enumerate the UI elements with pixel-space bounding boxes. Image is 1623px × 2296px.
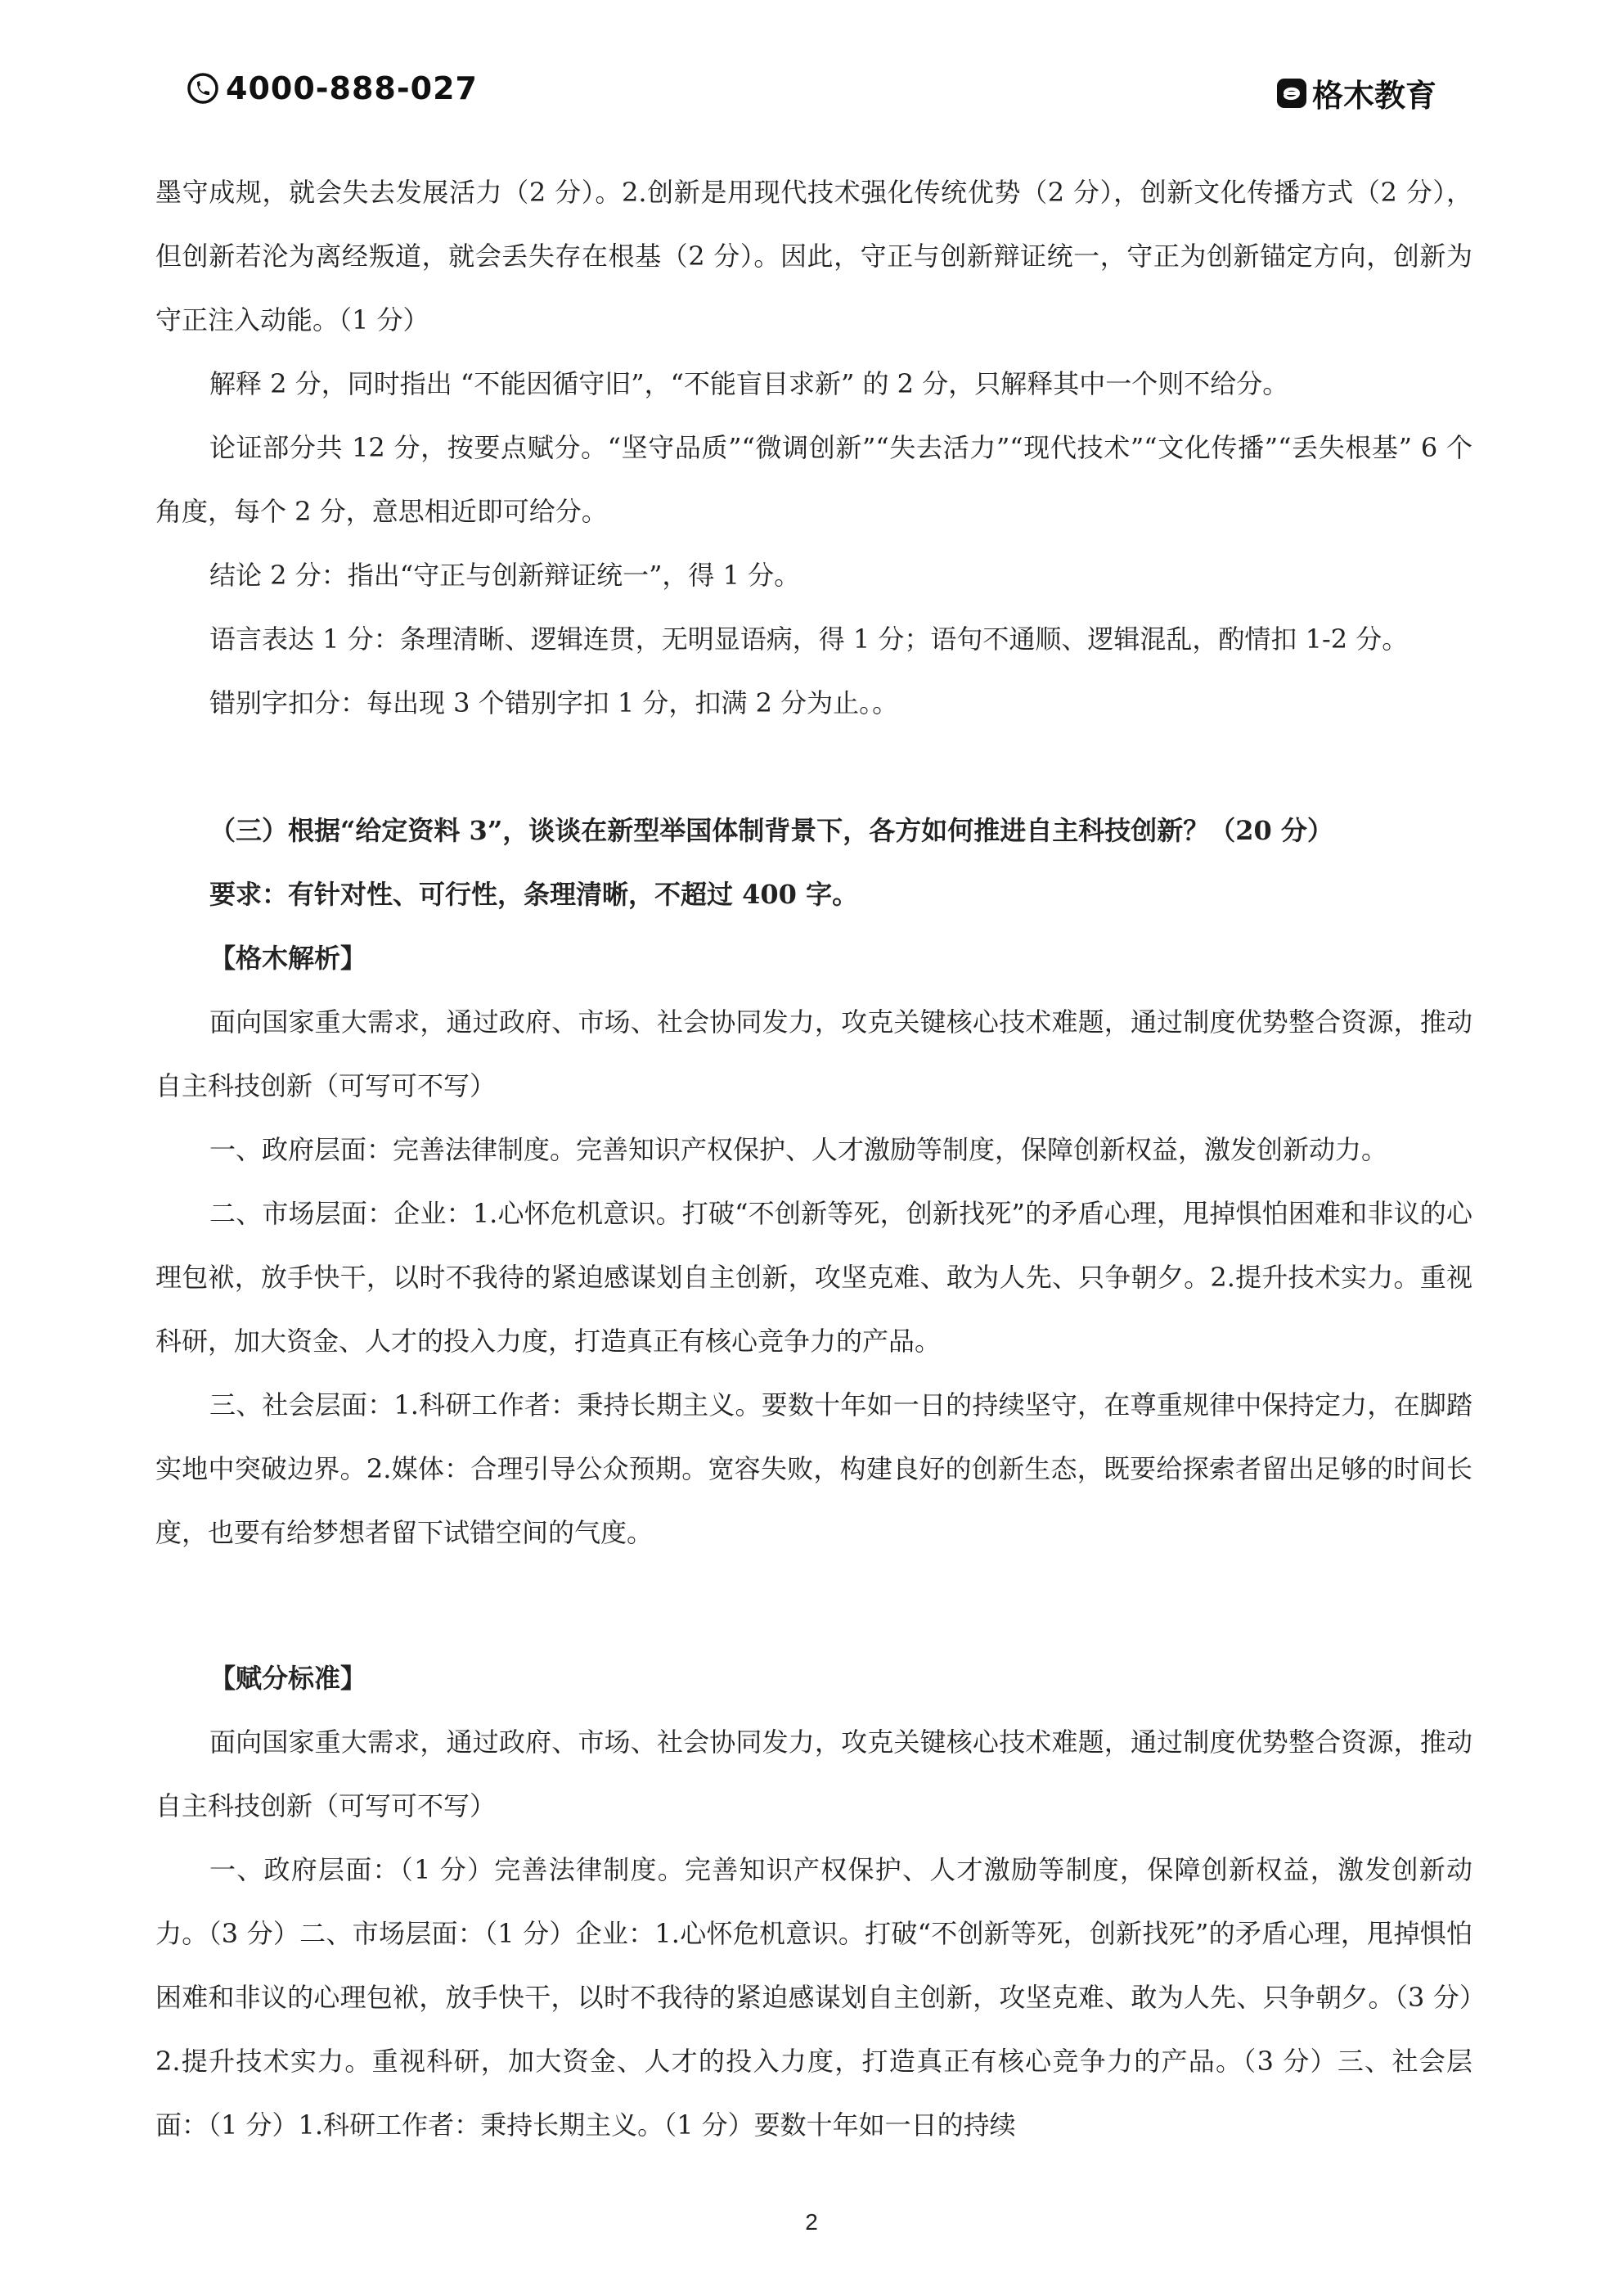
brand-logo (1276, 70, 1436, 115)
scoring-note-explanation: 解释 2 分，同时指出 “不能因循守旧”，“不能盲目求新” 的 2 分，只解释其中一个则不给分。 (209, 368, 1289, 399)
brand-logo-icon (1276, 78, 1307, 109)
spacer (155, 735, 1472, 799)
scoring-note-argument: 论证部分共 12 分，按要点赋分。“坚守品质”“微调创新”“失去活力”“现代技术”“文化传播”“丢失根基” 6 个角度，每个 2 分，意思相近即可给分。 (155, 432, 1472, 527)
question-requirement: 要求：有针对性、可行性，条理清晰，不超过 400 字。 (209, 879, 859, 910)
phone-icon (187, 72, 219, 105)
document-body (155, 160, 1472, 2157)
phone-contact (187, 70, 478, 106)
brand-name: 格木教育 (1312, 78, 1437, 114)
page-number: 2 (805, 2209, 818, 2235)
paragraph-continuation: 墨守成规，就会失去发展活力（2 分）。2.创新是用现代技术强化传统优势（2 分），创新文化传播方式（2 分），但创新若沦为离经叛道，就会丢失存在根基（2 分）。因此，守正与创新辩证统一，守正为创新锚定方向，创新为守正注入动能。（1 分） (155, 177, 1472, 335)
spacer (155, 1564, 1472, 1646)
scoring-heading: 【赋分标准】 (209, 1663, 367, 1694)
analysis-paragraph: 三、社会层面：1.科研工作者：秉持长期主义。要数十年如一日的持续坚守，在尊重规律中保持定力，在脚踏实地中突破边界。2.媒体：合理引导公众预期。宽容失败，构建良好的创新生态，既要给探索者留出足够的时间长度，也要有给梦想者留下试错空间的气度。 (155, 1389, 1472, 1548)
scoring-paragraph: 一、政府层面：（1 分）完善法律制度。完善知识产权保护、人才激励等制度，保障创新权益，激发创新动力。（3 分）二、市场层面：（1 分）企业：1.心怀危机意识。打破“不创新等死，创新找死”的矛盾心理，甩掉惧怕困难和非议的心理包袱，放手快干，以时不我待的紧迫感谋划自主创新，攻坚克难、敢为人先、只争朝夕。（3 分）2.提升技术实力。重视科研，加大资金、人才的投入力度，打造真正有核心竞争力的产品。（3 分）三、社会层面：（1 分）1.科研工作者：秉持长期主义。（1 分）要数十年如一日的持续 (155, 1854, 1472, 2141)
scoring-paragraph: 面向国家重大需求，通过政府、市场、社会协同发力，攻克关键核心技术难题，通过制度优势整合资源，推动自主科技创新（可写可不写） (155, 1727, 1472, 1821)
question-title: （三）根据“给定资料 3”，谈谈在新型举国体制背景下，各方如何推进自主科技创新？（20 分） (209, 815, 1333, 846)
scoring-note-conclusion: 结论 2 分：指出“守正与创新辩证统一”，得 1 分。 (209, 560, 801, 591)
analysis-paragraph: 一、政府层面：完善法律制度。完善知识产权保护、人才激励等制度，保障创新权益，激发创新动力。 (209, 1134, 1388, 1165)
analysis-paragraph: 二、市场层面：企业：1.心怀危机意识。打破“不创新等死，创新找死”的矛盾心理，甩掉惧怕困难和非议的心理包袱，放手快干，以时不我待的紧迫感谋划自主创新，攻坚克难、敢为人先、只争朝夕。2.提升技术实力。重视科研，加大资金、人才的投入力度，打造真正有核心竞争力的产品。 (155, 1198, 1472, 1357)
analysis-heading: 【格木解析】 (209, 943, 367, 974)
scoring-note-language: 语言表达 1 分：条理清晰、逻辑连贯，无明显语病，得 1 分；语句不通顺、逻辑混乱，酌情扣 1-2 分。 (209, 624, 1409, 655)
analysis-paragraph: 面向国家重大需求，通过政府、市场、社会协同发力，攻克关键核心技术难题，通过制度优势整合资源，推动自主科技创新（可写可不写） (155, 1006, 1472, 1101)
page-header (0, 0, 1623, 139)
scoring-note-typos: 错别字扣分：每出现 3 个错别字扣 1 分，扣满 2 分为止。。 (209, 687, 899, 718)
phone-number: 4000-888-027 (226, 70, 478, 106)
